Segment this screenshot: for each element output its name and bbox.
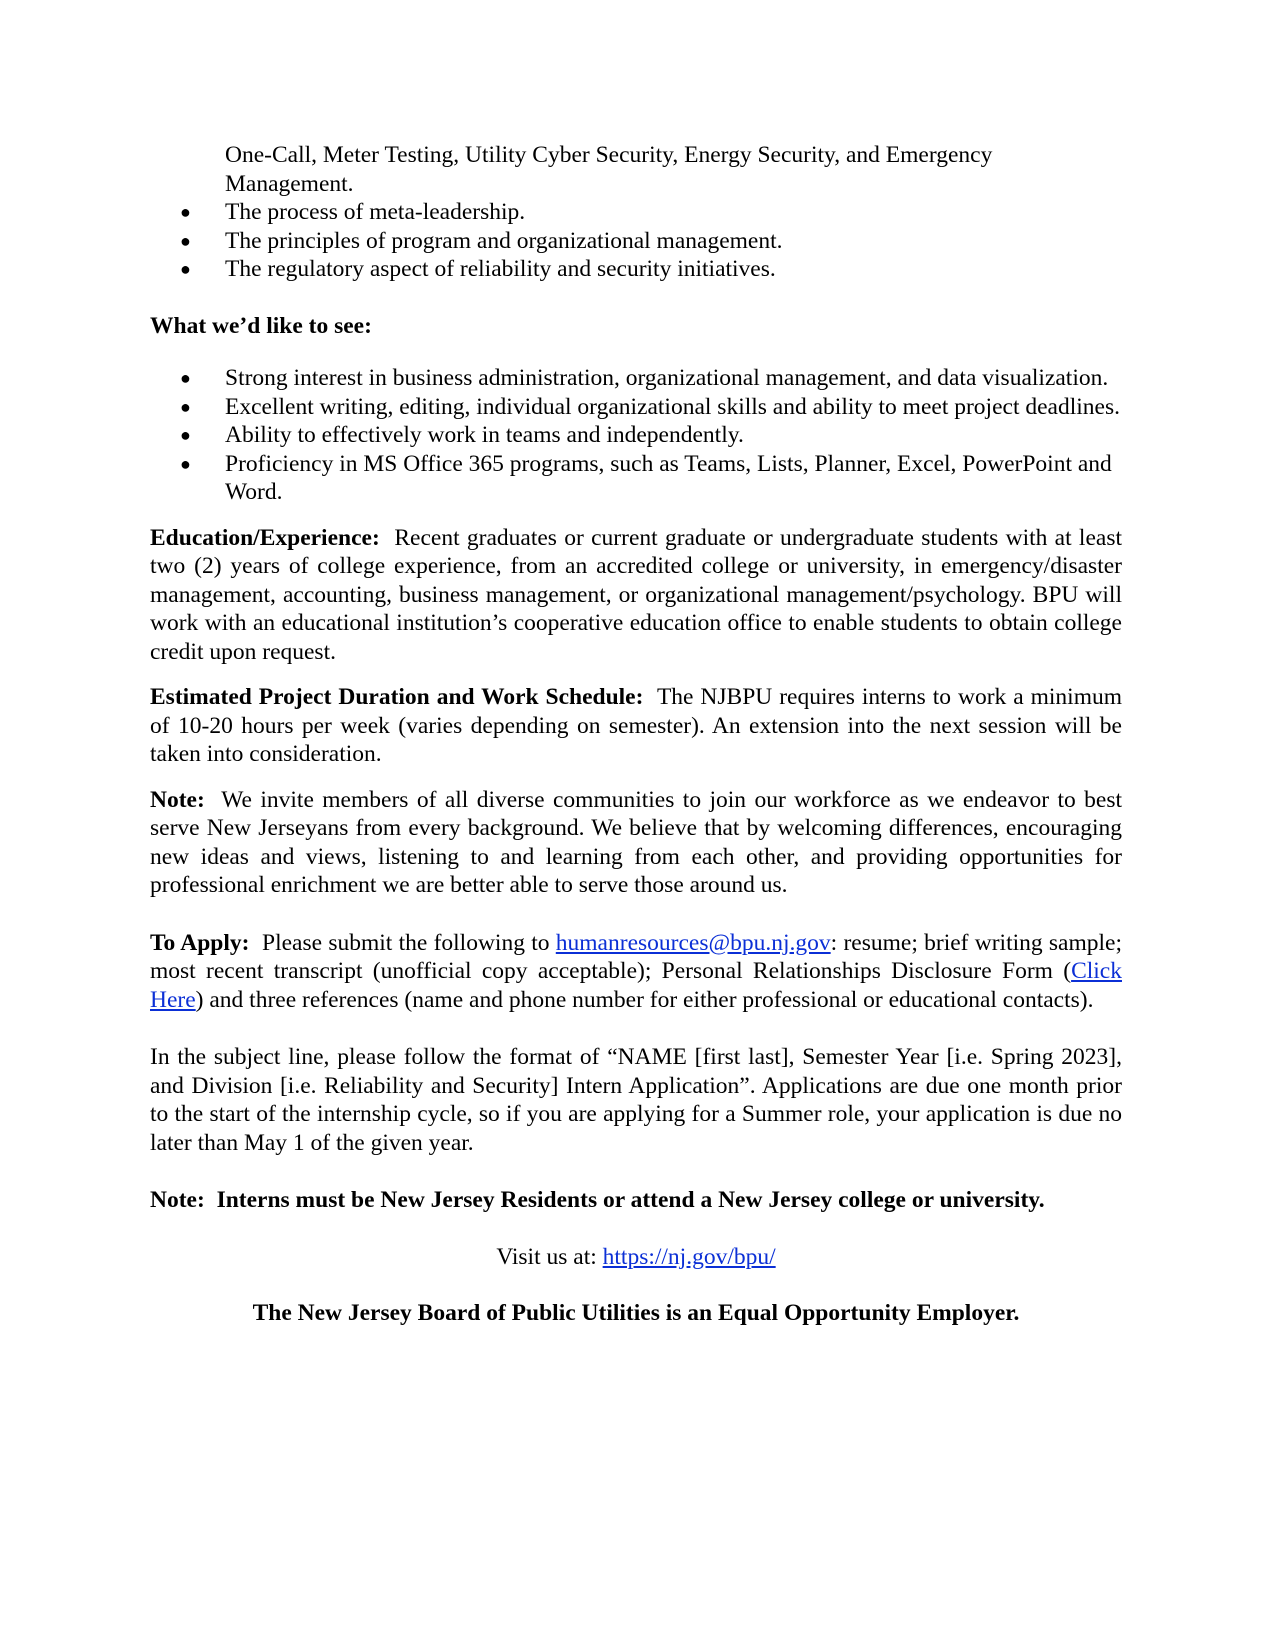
bullet-icon: ● <box>180 259 191 279</box>
note-label: Note: <box>150 1187 205 1213</box>
list-item <box>150 198 1122 227</box>
list-item-text: Proficiency in MS Office 365 programs, such as Teams, Lists, Planner, Excel, PowerPoint and Word. <box>225 450 1112 505</box>
apply-paragraph <box>150 929 1122 1015</box>
list-item-text: The process of meta-leadership. <box>225 199 526 225</box>
list-item-text: Ability to effectively work in teams and independently. <box>225 422 744 448</box>
list-item <box>150 421 1122 450</box>
list-continuation-text: One-Call, Meter Testing, Utility Cyber Security, Energy Security, and Emergency Management. <box>225 142 993 197</box>
education-text: Recent graduates or current graduate or undergraduate students with at least two (2) years of college experience, from an accredited college or university, in emergency/disaster management, accounting, business management, or organizational management/psychology. BPU will work with an educational institution’s cooperative education office to enable students to obtain college credit upon request. <box>150 524 1123 665</box>
bullet-icon: ● <box>180 453 191 474</box>
list-item-text: Strong interest in business administration, organizational management, and data visualization. <box>225 365 1109 391</box>
apply-label: To Apply: <box>150 929 250 956</box>
duration-label: Estimated Project Duration and Work Schedule: <box>150 684 644 710</box>
equal-opportunity-footer: The New Jersey Board of Public Utilities is an Equal Opportunity Employer. <box>252 1300 1020 1326</box>
residency-note <box>150 1186 1122 1215</box>
section-heading-see: What we’d like to see: <box>150 312 372 339</box>
diversity-note-paragraph <box>150 786 1122 900</box>
list-item <box>150 227 1122 256</box>
list-item <box>150 450 1122 507</box>
website-link[interactable]: https://nj.gov/bpu/ <box>602 1243 776 1270</box>
bullet-icon: ● <box>180 230 191 251</box>
continued-list <box>150 141 1122 284</box>
bullet-icon: ● <box>180 368 191 388</box>
education-label: Education/Experience: <box>150 524 380 551</box>
note-label: Note: <box>150 786 205 813</box>
visit-line <box>150 1243 1122 1272</box>
hr-email-link[interactable]: humanresources@bpu.nj.gov <box>555 929 831 956</box>
list-item <box>150 393 1122 422</box>
top-bullet-list <box>150 198 1122 284</box>
education-paragraph <box>150 524 1122 667</box>
apply-text-2: : resume; brief writing sample; most recent transcript (unofficial copy acceptable); Personal Relationships Disclosure Form ( <box>150 929 1123 984</box>
note-text: We invite members of all diverse communities to join our workforce as we endeavor to best serve New Jerseyans from every background. We believe that by welcoming differences, encouraging new ideas and views, listening to and learning from each other, and providing opportunities for professional enrichment we are better able to serve those around us. <box>150 786 1123 898</box>
apply-text-3: ) and three references (name and phone number for either professional or educational contacts). <box>195 986 1094 1013</box>
list-item <box>150 255 1122 284</box>
visit-text: Visit us at: <box>496 1243 597 1270</box>
see-bullet-list <box>150 364 1122 507</box>
list-item <box>150 364 1122 393</box>
click-here-link[interactable]: Click Here <box>150 958 1122 1013</box>
bullet-icon: ● <box>180 425 191 445</box>
apply-text-1: Please submit the following to <box>262 929 550 956</box>
list-item-text: Excellent writing, editing, individual organizational skills and ability to meet project deadlines. <box>225 393 1120 420</box>
bullet-icon: ● <box>180 202 191 222</box>
list-item-text: The regulatory aspect of reliability and security initiatives. <box>225 256 776 282</box>
note-text: Interns must be New Jersey Residents or attend a New Jersey college or university. <box>216 1187 1045 1213</box>
duration-text: The NJBPU requires interns to work a minimum of 10-20 hours per week (varies depending on semester). An extension into the next session will be taken into consideration. <box>150 684 1123 767</box>
document-page <box>150 141 1122 1328</box>
duration-paragraph <box>150 683 1122 769</box>
bullet-icon: ● <box>180 396 191 417</box>
subject-line-paragraph: In the subject line, please follow the format of “NAME [first last], Semester Year [i.e. Spring 2023], and Division [i.e. Reliability and Security] Intern Application”. Applications are due one month prior to the start of the internship cycle, so if you are applying for a Summer role, your application is due no later than May 1 of the given year. <box>150 1044 1122 1156</box>
list-item-text: The principles of program and organizational management. <box>225 227 783 254</box>
